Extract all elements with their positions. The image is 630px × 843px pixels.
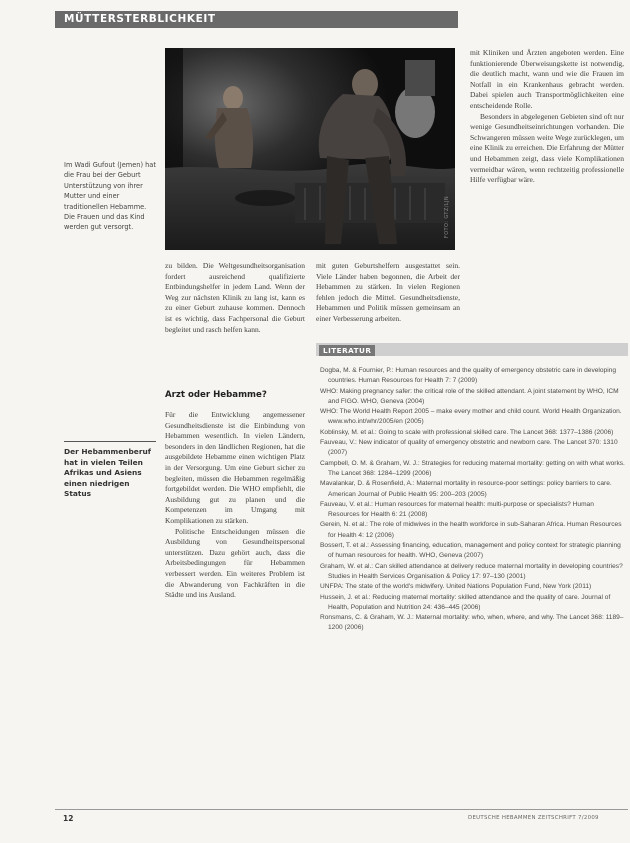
body-paragraph: Besonders in abgelegenen Gebieten sind oft nur wenige Gesundheitseinrichtungen vorhanden. Die Schwangeren müssen weite Wege zurücklegen, um eine Klinik zu erreichen. Die Erfahrung der Mütter und Hebammen zeigt, dass viele Komplikationen vermeidbar wären, wenn rechtzeitig professionelle Hilfe verfügbar wäre.: [470, 111, 624, 185]
section-title: MÜTTERSTERBLICHKEIT: [64, 13, 216, 25]
literature-reference: WHO: The World Health Report 2005 – make every mother and child count. World Health Organization. www.who.int/whr/2005/en (2005): [320, 408, 622, 426]
literature-reference: Fauveau, V. et al.: Human resources for maternal health: multi-purpose or specialists? Human Resources for Health 6: 21 (2008): [320, 500, 594, 519]
photo-scene: [165, 48, 455, 250]
column-right-body: [470, 48, 624, 332]
photo-caption: Im Wadi Gufout (Jemen) hat die Frau bei der Geburt Unterstützung von ihrer Mutter und einer traditionellen Hebamme. Die Frauen und das Kind werden gut versorgt.: [64, 161, 156, 232]
literature-reference: Mavalankar, D. & Rosenfield, A.: Maternal mortality in resource-poor settings: policy barriers to care. American Journal of Public Health 95: 200–203 (2005): [320, 480, 612, 498]
literature-reference: Bossert, T. et al.: Assessing financing, education, management and policy context for strategic planning of human resources for health. WHO, Geneva (2007): [320, 542, 621, 560]
literature-reference: Graham, W. et al.: Can skilled attendance at delivery reduce maternal mortality in developing countries? Studies in Health Services Organisation & Policy 17: 97–130 (2001): [320, 562, 623, 580]
article-photo: [165, 48, 455, 250]
column-left-intro: [165, 261, 305, 373]
literature-reference: Fauveau, V.: New indicator of quality of emergency obstetric and newborn care. The Lancet 370: 1310 (2007): [320, 439, 618, 457]
literature-reference: Gerein, N. et al.: The role of midwives in the health workforce in sub-Saharan Africa. Human Resources for Health 4: 12 (2006): [320, 521, 622, 539]
body-paragraph: mit guten Geburtshelfern ausgestattet sein. Viele Länder haben begonnen, die Arbeit der Hebammen zu stärken. In vielen Regionen fehlen jedoch die Mittel. Gesundheitsdienste, Hebammen und Politik müssen gemeinsam an einer Verbesserung arbeiten.: [316, 261, 460, 323]
literature-reference: Hussein, J. et al.: Reducing maternal mortality: skilled attendance and the quality of care. Journal of Health, Population and Nutrition 24: 436–445 (2006): [320, 593, 611, 611]
intro-paragraph: zu bilden. Die Weltgesundheitsorganisation fordert ausreichend qualifizierte Entbindungshelfer in jedem Land. Wenn der Weg zur nächsten Klinik zu lang ist, kann es zu einer Geburt zuhause kommen. Dennoch ist es wichtig, dass Fachpersonal die Geburt begleitet und rasch helfen kann.: [165, 261, 305, 334]
literature-reference: Dogba, M. & Fournier, P.: Human resources and the quality of emergency obstetric care in developing countries. Human Resources for Health 7: 7 (2009): [320, 367, 617, 385]
body-paragraph: Für die Entwicklung angemessener Gesundheitsdienste ist die Einbindung von Hebammen wesentlich. In vielen Ländern, besonders in den ländlichen Regionen, hat die ausgebildete Hebamme einen wichtigen Platz in der Versorgung. Um eine Geburt sicher zu begleiten, müssen die Hebammen regelmäßig fortgebildet werden. Die WHO empfiehlt, die Ausbildung gut zu planen und die Kompetenzen im Umgang mit Komplikationen zu stärken.: [165, 410, 305, 525]
literature-reference: UNFPA: The state of the world's midwifery. United Nations Population Fund, New York (2011): [320, 583, 592, 591]
literature-reference: Campbell, O. M. & Graham, W. J.: Strategies for reducing maternal mortality: getting on with what works. The Lancet 368: 1284–1299 (2006): [320, 459, 625, 477]
body-paragraph: mit Kliniken und Ärzten angeboten werden. Eine funktionierende Überweisungskette ist notwendig, die deutlich macht, wann und wie die Frauen im Notfall in ein Krankenhaus gebracht werden. Dabei spielen auch Transportmöglichkeiten eine entscheidende Rolle.: [470, 48, 624, 110]
pull-quote: Der Hebammenberuf hat in vielen Teilen Afrikas und Asiens einen niedrigen Status: [64, 441, 156, 500]
magazine-footer: DEUTSCHE HEBAMMEN ZEITSCHRIFT 7/2009: [468, 815, 599, 821]
column-left-body: [165, 410, 305, 806]
literature-reference: Koblinsky, M. et al.: Going to scale with professional skilled care. The Lancet 368: 1377–1386 (2006): [320, 428, 614, 436]
column-middle-body: [316, 261, 460, 335]
section-subhead: Arzt oder Hebamme?: [165, 390, 267, 400]
literature-list: [320, 366, 626, 786]
photo-credit: FOTO: GTZ/LJN: [444, 196, 450, 239]
literature-reference: Ronsmans, C. & Graham, W. J.: Maternal mortality: who, when, where, and why. The Lancet 368: 1189–1200 (2006): [320, 614, 624, 632]
literature-reference: WHO: Making pregnancy safer: the critical role of the skilled attendant. A joint statement by WHO, ICM and FIGO. WHO, Geneva (2004): [320, 387, 619, 405]
page-number: 12: [63, 814, 74, 823]
literature-heading: LITERATUR: [319, 345, 375, 356]
footer-rule: [55, 809, 628, 810]
body-paragraph: Politische Entscheidungen müssen die Ausbildung von Gesundheitspersonal unterstützen. Dazu gehört auch, dass die Arbeitsbedingungen für Hebammen verbessert werden. Ein weiteres Problem ist die Abwanderung von Fachkräften in die Städte und ins Ausland.: [165, 526, 305, 600]
